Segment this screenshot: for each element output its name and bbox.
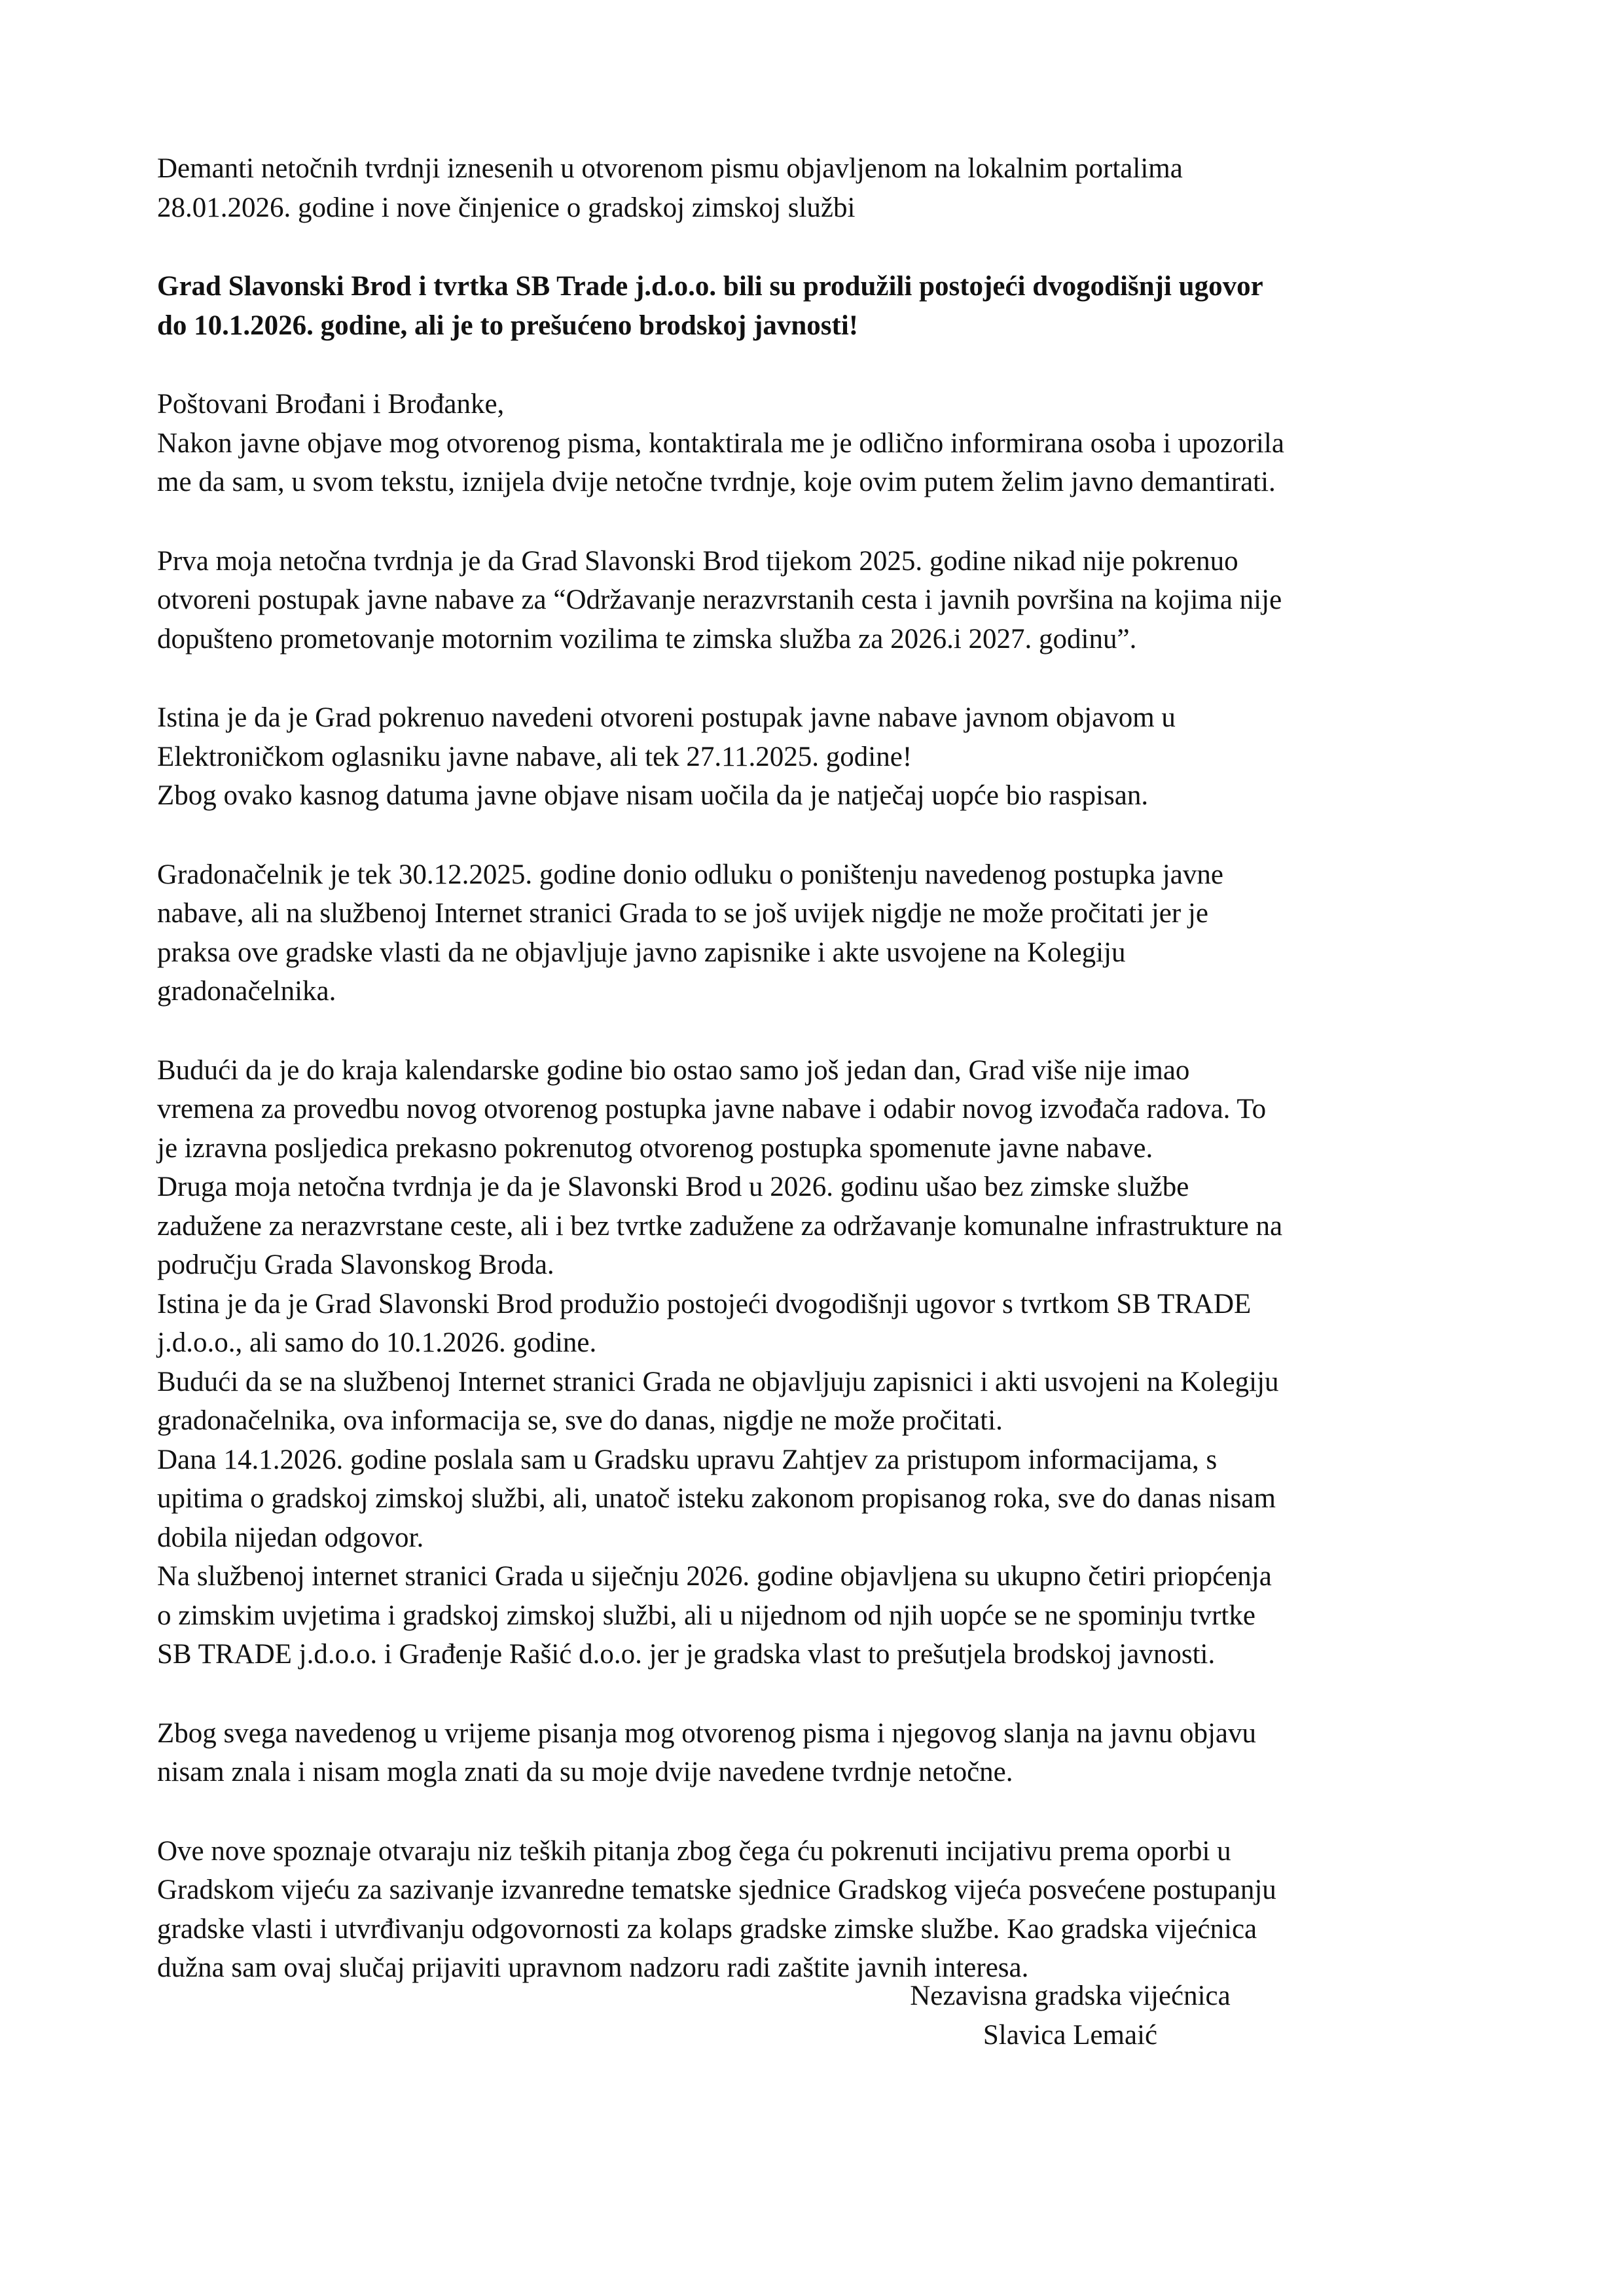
text-line: području Grada Slavonskog Broda. [157,1249,554,1280]
text-line: Zbog ovako kasnog datuma javne objave nisam uočila da je natječaj uopće bio raspisan. [157,780,1149,811]
paragraph-gap [157,816,1486,855]
paragraph-gap [157,1011,1486,1051]
text-line: dopušteno prometovanje motornim vozilima te zimska služba za 2026.i 2027. godinu”. [157,623,1137,655]
intro-paragraph [157,149,1486,227]
text-line: Na službenoj internet stranici Grada u siječnju 2026. godine objavljena su ukupno četiri priopćenja [157,1561,1272,1592]
text-line: gradonačelnika. [157,976,336,1007]
consequences-paragraph [157,1051,1486,1674]
text-line: 28.01.2026. godine i nove činjenice o gradskoj zimskoj službi [157,192,856,223]
headline-line: Grad Slavonski Brod i tvrtka SB Trade j.d.o.o. bili su produžili postojeći dvogodišnji ugovor [157,271,1263,302]
text-line: j.d.o.o., ali samo do 10.1.2026. godine. [157,1327,597,1358]
text-line: Budući da je do kraja kalendarske godine bio ostao samo još jedan dan, Grad više nije imao [157,1054,1190,1086]
text-line: nabave, ali na službenoj Internet stranici Grada to se još uvijek nigdje ne može pročitati jer je [157,898,1208,929]
text-line: gradonačelnika, ova informacija se, sve do danas, nigdje ne može pročitati. [157,1405,1003,1436]
text-line: nisam znala i nisam mogla znati da su moje dvije navedene tvrdnje netočne. [157,1757,1013,1787]
text-line: SB TRADE j.d.o.o. i Građenje Rašić d.o.o. jer je gradska vlast to prešutjela brodskoj javnosti. [157,1639,1216,1670]
document-body [157,149,1486,1988]
text-line: Zbog svega navedenog u vrijeme pisanja mog otvorenog pisma i njegovog slanja na javnu objavu [157,1717,1256,1749]
text-line: gradske vlasti i utvrđivanju odgovornosti za kolaps gradske zimske službe. Kao gradska vijećnica [157,1913,1257,1945]
text-line: Nakon javne objave mog otvorenog pisma, kontaktirala me je odlično informirana osoba i upozorila [157,427,1284,459]
text-line: upitima o gradskoj zimskoj službi, ali, unatoč isteku zakonom propisanog roka, sve do danas nisam [157,1483,1276,1514]
text-line: je izravna posljedica prekasno pokrenutog otvorenog postupka spomenute javne nabave. [157,1132,1153,1164]
mayor-paragraph [157,855,1486,1011]
paragraph-gap [157,1674,1486,1714]
text-line: Budući da se na službenoj Internet stranici Grada ne objavljuju zapisnici i akti usvojeni na Kolegiju [157,1366,1279,1397]
text-line: praksa ove gradske vlasti da ne objavljuje javno zapisnike i akte usvojene na Kolegiju [157,937,1126,968]
paragraph-gap [157,227,1486,267]
text-line: Demanti netočnih tvrdnji iznesenih u otvorenom pismu objavljenom na lokalnim portalima [157,153,1183,184]
paragraph-gap [157,658,1486,698]
text-line: Istina je da je Grad pokrenuo navedeni otvoreni postupak javne nabave javnom objavom u [157,702,1176,733]
text-line: Dana 14.1.2026. godine poslala sam u Gradsku upravu Zahtjev za pristupom informacijama, s [157,1444,1218,1475]
signature-role: Nezavisna gradska vijećnica [910,1981,1231,2011]
greeting-line: Poštovani Brođani i Brođanke, [157,389,505,420]
text-line: vremena za provedbu novog otvorenog postupka javne nabave i odabir novog izvođača radova. To [157,1094,1267,1124]
text-line: me da sam, u svom tekstu, iznijela dvije netočne tvrdnje, koje ovim putem želim javno demantirati. [157,467,1276,497]
initiative-paragraph [157,1832,1486,1988]
text-line: Elektroničkom oglasniku javne nabave, ali tek 27.11.2025. godine! [157,741,912,772]
paragraph-gap [157,502,1486,542]
text-line: Druga moja netočna tvrdnja je da je Slavonski Brod u 2026. godinu ušao bez zimske službe [157,1172,1189,1202]
first-claim-paragraph [157,542,1486,659]
headline-line: do 10.1.2026. godine, ali je to prešućeno brodskoj javnosti! [157,310,859,341]
text-line: zadužene za nerazvrstane ceste, ali i bez tvrtke zadužene za održavanje komunalne infrastrukture na [157,1210,1283,1242]
text-line: Prva moja netočna tvrdnja je da Grad Slavonski Brod tijekom 2025. godine nikad nije pokrenuo [157,545,1238,577]
paragraph-gap [157,1792,1486,1832]
conclusion-paragraph [157,1714,1486,1792]
signature-name: Slavica Lemaić [983,2020,1158,2051]
text-line: Istina je da je Grad Slavonski Brod produžio postojeći dvogodišnji ugovor s tvrtkom SB TRADE [157,1288,1252,1319]
paragraph-gap [157,345,1486,385]
text-line: otvoreni postupak javne nabave za “Održavanje nerazvrstanih cesta i javnih površina na kojima nije [157,584,1282,615]
greeting-paragraph [157,385,1486,502]
truth-paragraph [157,698,1486,816]
headline [157,267,1486,345]
text-line: dužna sam ovaj slučaj prijaviti upravnom nadzoru radi zaštite javnih interesa. [157,1952,1029,1983]
signature-block [874,1977,1267,2055]
text-line: Ove nove spoznaje otvaraju niz teških pitanja zbog čega ću pokrenuti incijativu prema oporbi u [157,1835,1231,1867]
text-line: Gradskom vijeću za sazivanje izvanredne tematske sjednice Gradskog vijeća posvećene postupanju [157,1874,1276,1905]
text-line: Gradonačelnik je tek 30.12.2025. godine donio odluku o poništenju navedenog postupka javne [157,859,1223,890]
text-line: o zimskim uvjetima i gradskoj zimskoj službi, ali u nijednom od njih uopće se ne spominju tvrtke [157,1600,1255,1631]
text-line: dobila nijedan odgovor. [157,1522,424,1553]
